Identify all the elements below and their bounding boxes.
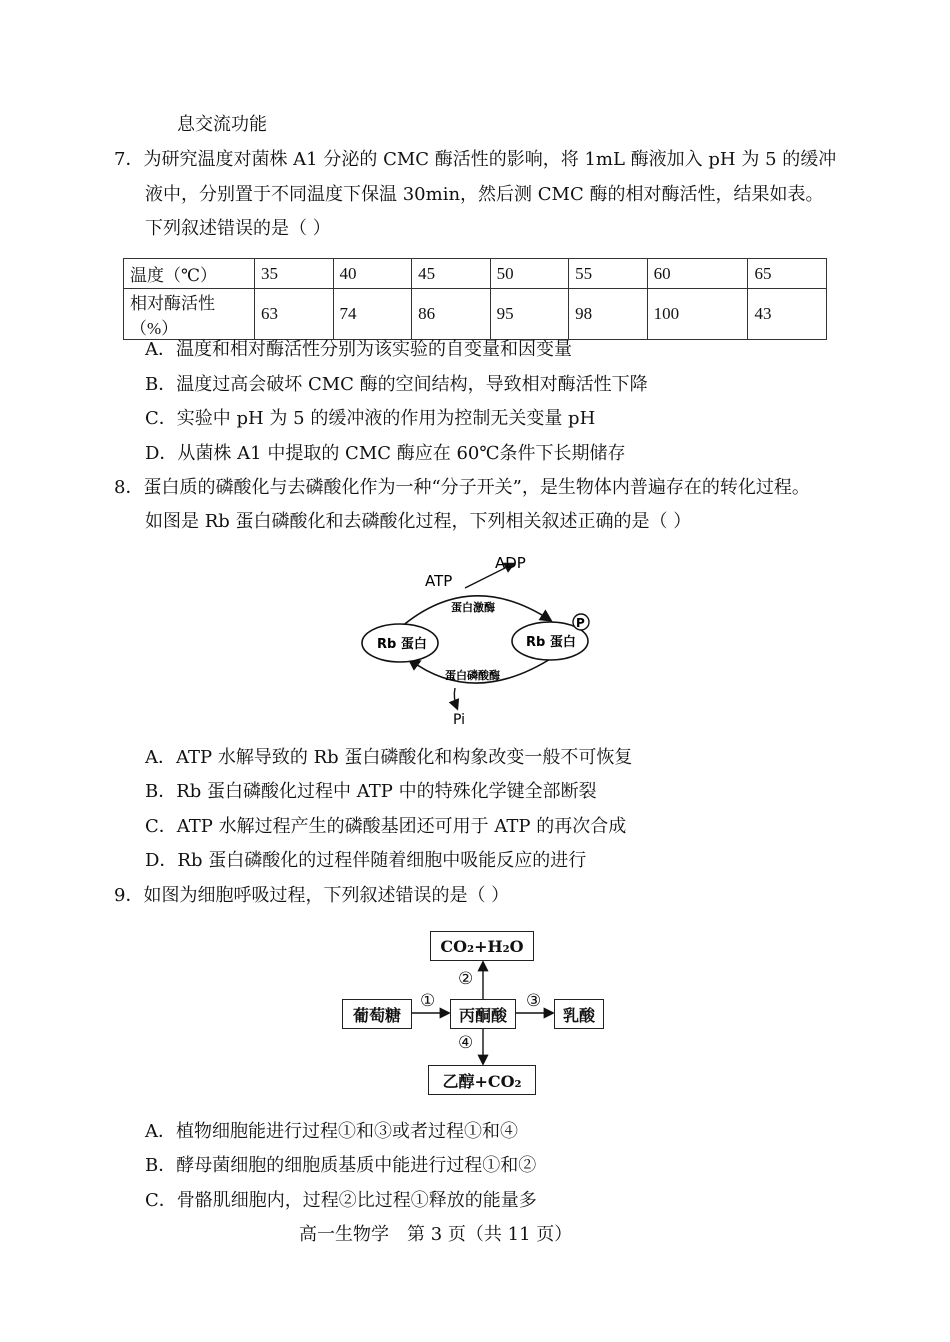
step1-label: ① — [420, 991, 436, 1011]
q9-stem: 9．如图为细胞呼吸过程，下列叙述错误的是（ ） — [114, 885, 510, 906]
lactate-box: 乳酸 — [554, 999, 604, 1029]
respiration-diagram — [340, 925, 610, 1097]
table-cell: 45 — [412, 259, 491, 289]
q6-continuation: 息交流功能 — [177, 114, 267, 135]
table-row-activity — [124, 289, 827, 340]
q7-stem-line3: 下列叙述错误的是（ ） — [145, 218, 331, 239]
step4-label: ④ — [458, 1033, 474, 1053]
adp-label: ADP — [495, 554, 526, 572]
q8-option-d: D．Rb 蛋白磷酸化的过程伴随着细胞中吸能反应的进行 — [145, 850, 587, 871]
q7-option-d: D．从菌株 A1 中提取的 CMC 酶应在 60℃条件下长期储存 — [145, 443, 626, 464]
q7-option-a: A．温度和相对酶活性分别为该实验的自变量和因变量 — [145, 339, 572, 360]
q8-stem-line1: 8．蛋白质的磷酸化与去磷酸化作为一种“分子开关”，是生物体内普遍存在的转化过程。 — [114, 477, 810, 498]
table-cell: 50 — [490, 259, 569, 289]
ethanol-co2-box: 乙醇+CO₂ — [428, 1065, 536, 1095]
step2-label: ② — [458, 969, 474, 989]
table-cell: 65 — [748, 259, 827, 289]
atp-label: ATP — [425, 572, 453, 590]
table-cell: 55 — [569, 259, 648, 289]
table-cell: 40 — [333, 259, 412, 289]
rb-phosphorylation-diagram — [355, 548, 605, 732]
page-footer: 高一生物学 第 3 页（共 11 页） — [299, 1224, 573, 1245]
q8-option-b: B．Rb 蛋白磷酸化过程中 ATP 中的特殊化学键全部断裂 — [145, 781, 597, 802]
table-cell: 100 — [647, 289, 748, 340]
q8-option-c: C．ATP 水解过程产生的磷酸基团还可用于 ATP 的再次合成 — [145, 816, 627, 837]
pi-release-arrow — [454, 688, 457, 708]
q7-stem-line2: 液中，分别置于不同温度下保温 30min，然后测 CMC 酶的相对酶活性，结果如表。 — [145, 184, 824, 205]
q9-option-c: C．骨骼肌细胞内，过程②比过程①释放的能量多 — [145, 1190, 537, 1211]
table-cell: 95 — [490, 289, 569, 340]
table-header-activity: 相对酶活性（%） — [124, 289, 255, 340]
q9-option-a: A．植物细胞能进行过程①和③或者过程①和④ — [145, 1121, 518, 1142]
co2-h2o-box: CO₂+H₂O — [430, 931, 534, 961]
q8-option-a: A．ATP 水解导致的 Rb 蛋白磷酸化和构象改变一般不可恢复 — [145, 747, 633, 768]
table-cell: 74 — [333, 289, 412, 340]
p-label: P — [576, 616, 585, 630]
pyruvate-box: 丙酮酸 — [450, 999, 516, 1029]
table-row-temperature — [124, 259, 827, 289]
glucose-box: 葡萄糖 — [342, 999, 412, 1029]
q7-data-table — [123, 258, 827, 340]
q7-option-c: C．实验中 pH 为 5 的缓冲液的作用为控制无关变量 pH — [145, 408, 596, 429]
table-header-temperature: 温度（℃） — [124, 259, 255, 289]
table-cell: 60 — [647, 259, 748, 289]
table-cell: 98 — [569, 289, 648, 340]
phosphatase-label: 蛋白磷酸酶 — [445, 669, 500, 682]
pi-label: Pi — [453, 712, 466, 728]
rb-right-label: Rb 蛋白 — [526, 635, 576, 650]
rb-left-label: Rb 蛋白 — [377, 637, 427, 652]
q7-stem-line1: 7．为研究温度对菌株 A1 分泌的 CMC 酶活性的影响，将 1mL 酶液加入 pH 为 5 的缓冲 — [114, 149, 837, 170]
kinase-label: 蛋白激酶 — [451, 601, 495, 614]
table-cell: 63 — [255, 289, 334, 340]
q7-option-b: B．温度过高会破坏 CMC 酶的空间结构，导致相对酶活性下降 — [145, 374, 648, 395]
table-cell: 43 — [748, 289, 827, 340]
step3-label: ③ — [526, 991, 542, 1011]
q8-stem-line2: 如图是 Rb 蛋白磷酸化和去磷酸化过程，下列相关叙述正确的是（ ） — [145, 511, 692, 532]
table-cell: 86 — [412, 289, 491, 340]
q9-option-b: B．酵母菌细胞的细胞质基质中能进行过程①和② — [145, 1155, 537, 1176]
table-cell: 35 — [255, 259, 334, 289]
